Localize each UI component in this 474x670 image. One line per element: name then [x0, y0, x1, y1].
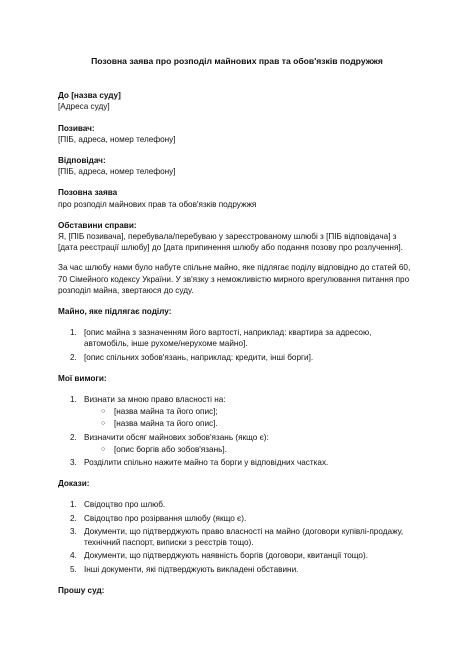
circumstances-paragraph-1: Я, [ПІБ позивача], перебувала/перебуваю у зареєстрованому шлюбі з [ПІБ відповідача] з [дата реєстрації шлюбу] до [дата припинення шлюбу або подання позову про розлучення].	[58, 232, 403, 253]
defendant-label: Відповідач:	[58, 156, 106, 166]
defendant-block	[58, 155, 416, 177]
evidence-section	[58, 478, 416, 574]
list-item: 1. Визнати за мною право власності на: ○ [назва майна та його опис]; ○ [назва майна та його опис].	[58, 394, 416, 430]
list-item: 4. Документи, що підтверджують наявність боргів (договори, квитанції тощо).	[70, 551, 368, 561]
circumstances-paragraph-2: За час шлюбу нами було набуте спільне майно, яке підлягає поділу відповідно до статей 60, 70 Сімейного кодексу України. У зв'язку з неможливістю мирного врегулювання питання про розподіл майна, звертаюся до суду.	[58, 263, 411, 295]
list-item: 2. [опис спільних зобов'язань, наприклад: кредити, інші борги].	[70, 352, 314, 362]
circumstances-label: Обставини справи:	[58, 220, 137, 230]
sub-list-item: ○ [назва майна та його опис].	[101, 419, 218, 429]
court-block	[58, 90, 416, 112]
list-item: 2. Свідоцтво про розірвання шлюбу (якщо є).	[70, 513, 247, 523]
demands-section	[58, 373, 416, 468]
list-item: 1. Свідоцтво про шлюб.	[70, 500, 166, 510]
property-section	[58, 306, 416, 363]
plaintiff-details: [ПІБ, адреса, номер телефону]	[58, 134, 176, 144]
list-item: 5. Інші документи, які підтверджують викладені обставини.	[70, 564, 299, 574]
demands-label: Мої вимоги:	[58, 373, 107, 383]
plaintiff-label: Позивач:	[58, 123, 95, 133]
list-item: 2. Визначити обсяг майнових зобов'язань (якщо є): ○ [опис боргів або зобов'язань].	[58, 432, 416, 455]
plaintiff-block	[58, 123, 416, 145]
list-item: 3. Документи, що підтверджують право власності на майно (договори купівлі-продажу, технічний паспорт, виписки з реєстрів тощо).	[70, 526, 404, 548]
evidence-list	[58, 499, 416, 574]
list-item: 1. [опис майна з зазначенням його вартості, наприклад: квартира за адресою, автомобіль, інше рухоме/нерухоме майно].	[70, 328, 372, 349]
property-label: Майно, яке підлягає поділу:	[58, 307, 172, 317]
defendant-details: [ПІБ, адреса, номер телефону]	[58, 167, 176, 177]
claim-subject: про розподіл майнових прав та обов'язків подружжя	[58, 199, 257, 209]
property-list	[58, 327, 416, 363]
sub-list	[84, 444, 416, 455]
request-label: Прошу суд:	[58, 585, 105, 595]
claim-label: Позовна заява	[58, 188, 118, 198]
sub-list-item: ○ [назва майна та його опис];	[101, 407, 218, 417]
sub-list-item: ○ [опис боргів або зобов'язань].	[101, 444, 227, 454]
document-title: Позовна заява про розподіл майнових прав та обов'язків подружжя	[91, 56, 383, 66]
sub-list	[84, 406, 416, 429]
claim-block	[58, 187, 416, 209]
demands-list	[58, 394, 416, 468]
court-label: До [назва суду]	[58, 91, 121, 101]
evidence-label: Докази:	[58, 479, 90, 489]
court-address: [Адреса суду]	[58, 102, 110, 112]
list-item: 3. Розділити спільно нажите майно та борги у відповідних частках.	[70, 458, 329, 468]
circumstances-block	[58, 220, 416, 296]
